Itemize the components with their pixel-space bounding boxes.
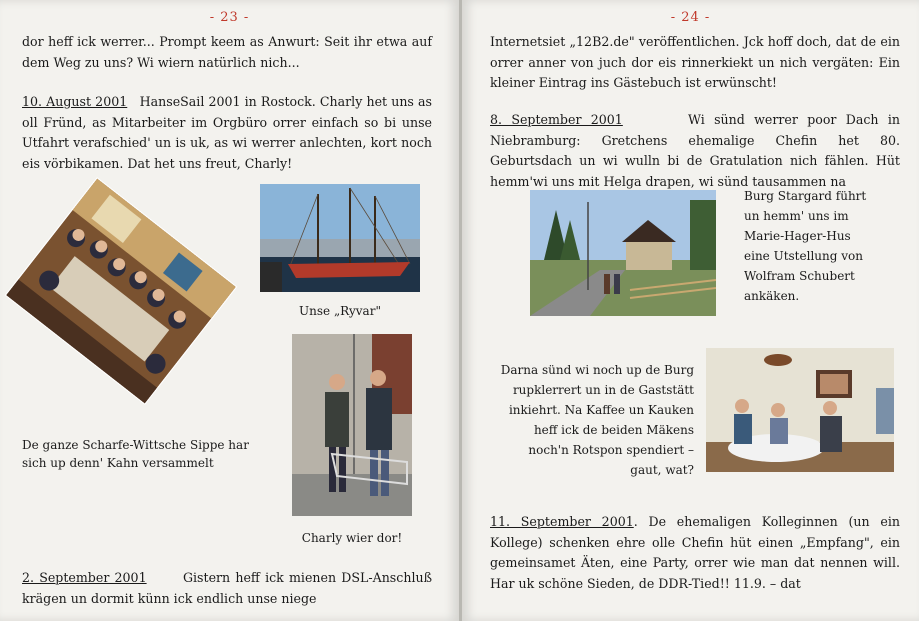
entry-text: Gistern heff ick mienen DSL-Anschluß krägen un dormit künn ick endlich unse niege: [22, 570, 432, 606]
street-photo-image: [530, 190, 716, 316]
caption-charly: Charly wier dor!: [301, 531, 403, 545]
caption-gaststaett: Darna sünd wi noch up de Burg rupklerrert un in de Gaststätt inkiehrt. Na Kaffee un Kauken heff ick de beiden Mäkens noch'n Rotspon spendiert – gaut, wat?: [500, 363, 694, 477]
intro-paragraph: Internetsiet „12B2.de" veröffentlichen. Jck hoff doch, dat de ein orrer anner von juch dor eis rinnerkiekt un nich vergäten: Ein kleiner Eintrag ins Gästebuch ist erwünscht!: [490, 34, 900, 90]
right-page: [462, 0, 919, 621]
caption-family: De ganze Scharfe-Wittsche Sippe har sich up denn' Kahn versammelt: [22, 438, 249, 470]
left-page: [0, 0, 459, 621]
ship-photo: [260, 184, 420, 292]
entry-sep-8: [490, 110, 900, 192]
charly-photo-image: [292, 334, 412, 516]
right-intro-text: [490, 32, 900, 94]
street-photo: [530, 190, 716, 316]
page-number-left: - 23 -: [209, 10, 250, 25]
family-photo-image: [6, 179, 236, 404]
entry-date: 8. September 2001: [490, 112, 623, 127]
entry-text: Wi sünd werrer poor Dach in Niebramburg: Gretchens ehemalige Chefin het 80. Geburtsdach un wi wulln bi de Gratulation nich fählen. Hüt hemm'wi uns mit Helga drapen, wi sünd tausammen na: [490, 112, 900, 189]
entry-date: 2. September 2001: [22, 570, 147, 585]
entry-sep-2: [22, 568, 432, 609]
caption-ship: Unse „Ryvar": [299, 304, 381, 318]
intro-paragraph: dor heff ick werrer... Prompt keem as Anwurt: Seit ihr etwa auf dem Weg zu uns? Wi wiern natürlich nich...: [22, 34, 432, 70]
entry-text: HanseSail 2001 in Rostock. Charly het uns as oll Fründ, as Mitarbeiter im Orgbüro orrer einfach so bi unse Utfahrt verafschied' un is uk, as wi werrer anlechten, kort noch eis vörbikamen. Dat het uns freut, Charly!: [22, 94, 432, 171]
family-photo: [5, 177, 238, 405]
entry-date: 10. August 2001: [22, 94, 128, 109]
ship-photo-image: [260, 184, 420, 292]
entry-date: 11. September 2001: [490, 514, 634, 529]
entry-sep-11: [490, 512, 900, 594]
restaurant-photo: [706, 348, 894, 472]
page-number-right: - 24 -: [670, 10, 711, 25]
left-intro-text: [22, 32, 432, 73]
entry-text: . De ehemaligen Kolleginnen (un ein Kollege) schenken ehre olle Chefin hüt einen „Empfang", ein gemeinsamet Äten, eine Party, orrer wie man dat nennen will. Har uk schöne Sieden, de DDR-Tied!! 11.9. – dat: [490, 514, 900, 591]
charly-photo: [292, 334, 412, 516]
caption-burg-stargard: Burg Stargard führt un hemm' uns im Marie-Hager-Hus eine Utstellung von Wolfram Schubert ankäken.: [744, 189, 867, 303]
restaurant-photo-image: [706, 348, 894, 472]
entry-aug-10: [22, 92, 432, 174]
